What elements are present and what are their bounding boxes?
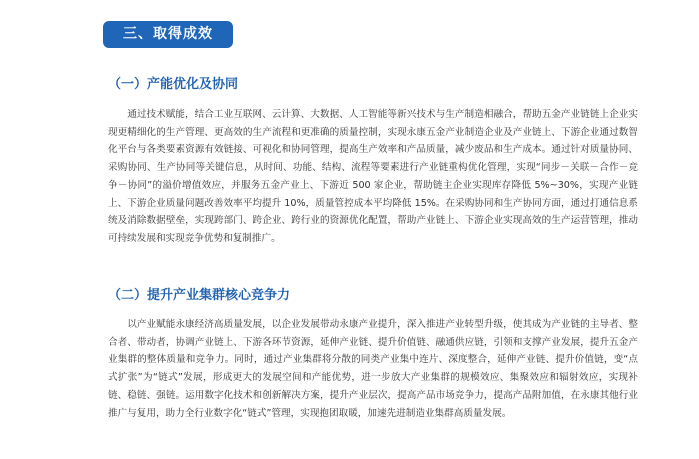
section-title-banner: 三、取得成效 [103, 21, 233, 48]
paragraph-cluster-competitiveness: 以产业赋能永康经济高质量发展，以企业发展带动永康产业提升，深入推进产业转型升级，使其成为产业链的主导者、整合者、带动者，协调产业链上、下游各环节资源，延伸产业链、提升价值链、融通供应链，引领和支撑产业发展，提升五金产业集群的整体质量和竞争力。同时，通过产业集群将分散的同类产业集中连片、深度整合，延伸产业链、提升价值链，变“点式扩张”为“链式”发展，形成更大的发展空间和产能优势，进一步放大产业集群的规模效应、集聚效应和辐射效应，实现补链、稳链、强链。运用数字化技术和创新解决方案，提升产业层次，提高产品市场竞争力，提高产品附加值，在永康其他行业推广与复用，助力全行业数字化“链式”管理，实现抱团取暖，加速先进制造业集群高质量发展。 [108, 319, 638, 419]
subsection-heading-cluster-competitiveness: （二）提升产业集群核心竞争力 [108, 288, 291, 303]
paragraph-capacity-optimization: 通过技术赋能，结合工业互联网、云计算、大数据、人工智能等新兴技术与生产制造相融合，帮助五金产业链链上企业实现更精细化的生产管理、更高效的生产流程和更准确的质量控制，实现永康五金产业制造企业及产业链上、下游企业通过数智化平台与各类要素资源有效链接、可视化和协同管理，提高生产效率和产品质量，减少废品和生产成本。通过针对质量协同、采购协同、生产协同等关键信息，从时间、功能、结构、流程等要素进行产业链重构优化管理，实现“同步－关联－合作－竞争－协同”的溢价增值效应，并服务五金产业上、下游近 500 家企业，帮助链主企业实现库存降低 5%~30%，实现产业链上、下游企业质量问题改善效率平均提升 10%，质量管控成本平均降低 15%。在采购协同和生产协同方面，通过打通信息系统及消除数据壁垒，实现跨部门、跨企业、跨行业的资源优化配置，帮助产业链上、下游企业实现高效的生产运营管理，推动可持续发展和实现竞争优势和复制推广。 [108, 109, 638, 244]
subsection-heading-capacity-optimization: （一）产能优化及协同 [108, 77, 239, 92]
